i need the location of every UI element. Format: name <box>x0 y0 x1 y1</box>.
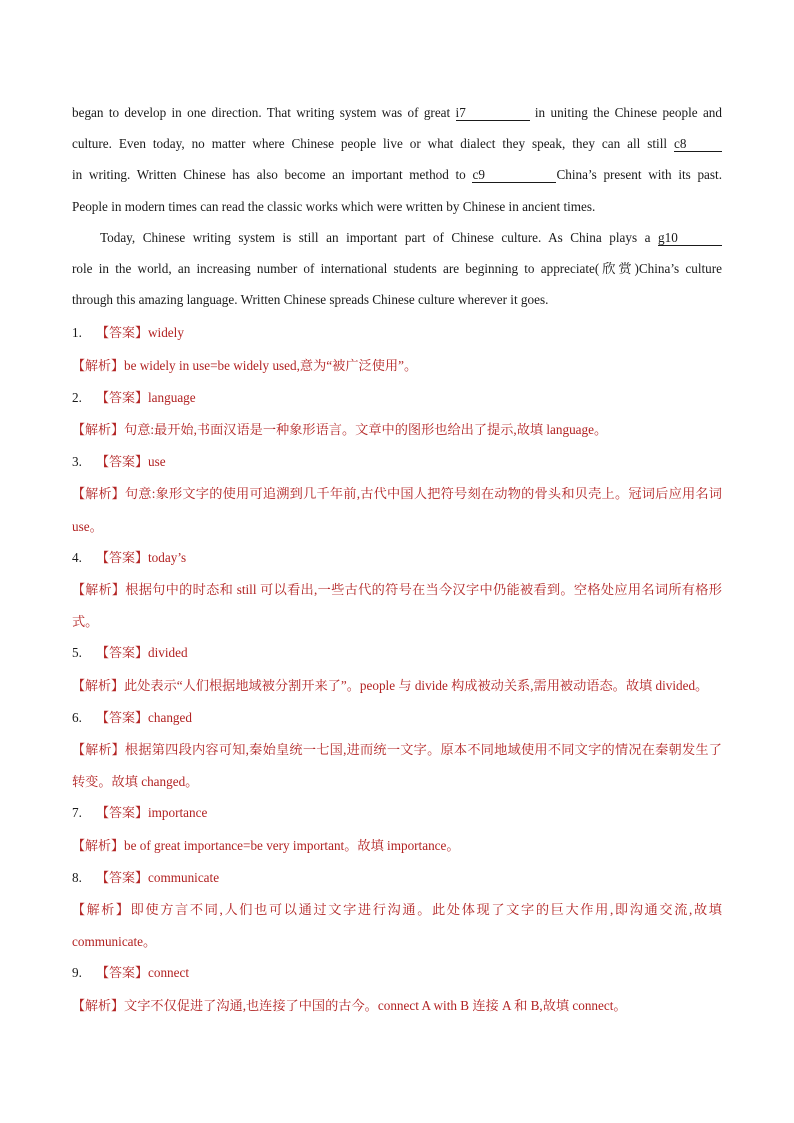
answer-line: 9. 【答案】connect <box>72 965 190 982</box>
answer-line: 4. 【答案】today’s <box>72 549 187 566</box>
answer-line: 5. 【答案】divided <box>72 645 188 662</box>
explanation-line: 【解析】句意:最开始,书面汉语是一种象形语言。文章中的图形也给出了提示,故填 language。 <box>72 421 608 438</box>
passage-line: began to develop in one direction. That writing system was of great i 7 in uniting the Chinese people and <box>72 105 722 120</box>
explanation-line: 【解析】文字不仅促进了沟通,也连接了中国的古今。connect A with B 连接 A 和 B,故填 connect。 <box>72 997 627 1014</box>
explanation-line: 【解析】即使方言不同,人们也可以通过文字进行沟通。此处体现了文字的巨大作用,即沟通交流,故填 communicate。 <box>72 901 722 950</box>
passage-line: People in modern times can read the classic works which were written by Chinese in ancient times. <box>72 198 596 214</box>
passage-line: Today, Chinese writing system is still an important part of Chinese culture. As China plays a g 10 <box>72 222 722 253</box>
answer-line: 3. 【答案】use <box>72 454 166 471</box>
answer-line: 8. 【答案】communicate <box>72 869 220 886</box>
answer-line: 2. 【答案】language <box>72 389 196 406</box>
explanation-line: 【解析】此处表示“人们根据地域被分割开来了”。people 与 divide 构成被动关系,需用被动语态。故填 divided。 <box>72 677 709 694</box>
document-page <box>72 97 722 1022</box>
answer-line: 1. 【答案】widely <box>72 325 184 342</box>
passage-line: through this amazing language. Written Chinese spreads Chinese culture wherever it goes. <box>72 292 549 308</box>
passage-line: in writing. Written Chinese has also become an important method to c 9 China’s present with its past. <box>72 167 722 183</box>
passage <box>72 97 722 315</box>
blank-10: g 10 <box>658 231 722 246</box>
blank-8: c 8 <box>674 137 722 152</box>
blank-7: i 7 <box>456 106 530 121</box>
explanation-line: 【解析】be of great importance=be very important。故填 importance。 <box>72 837 460 854</box>
explanation-line: 【解析】根据第四段内容可知,秦始皇统一七国,进而统一文字。原本不同地域使用不同文字的情况在秦朝发生了转变。故填 changed。 <box>72 741 722 790</box>
explanation-line: 【解析】根据句中的时态和 still 可以看出,一些古代的符号在当今汉字中仍能被看到。空格处应用名词所有格形式。 <box>72 581 722 630</box>
answer-list <box>72 317 722 1021</box>
blank-9: c 9 <box>472 168 556 183</box>
answer-line: 7. 【答案】importance <box>72 805 208 822</box>
answer-line: 6. 【答案】changed <box>72 709 192 726</box>
passage-line: culture. Even today, no matter where Chinese people live or what dialect they speak, they can all still c 8 <box>72 128 722 159</box>
explanation-line: 【解析】句意:象形文字的使用可追溯到几千年前,古代中国人把符号刻在动物的骨头和贝壳上。冠词后应用名词 use。 <box>72 486 722 534</box>
explanation-line: 【解析】be widely in use=be widely used,意为“被广泛使用”。 <box>72 357 418 374</box>
passage-line: role in the world, an increasing number of international students are beginning to appreciate(欣赏)China’s culture <box>72 260 722 276</box>
